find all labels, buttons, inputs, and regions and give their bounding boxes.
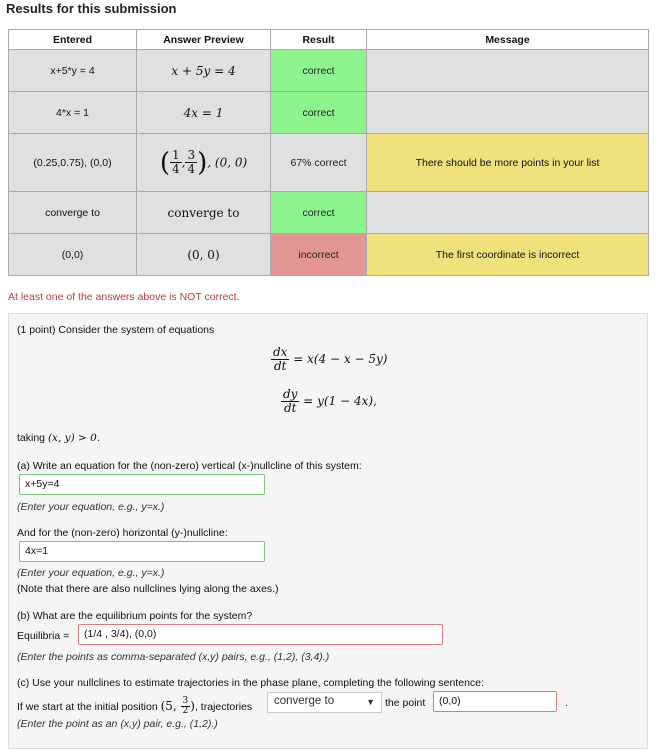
part-b-hint: (Enter the points as comma-separated (x,y) pairs, e.g., (1,2), (3,4).) xyxy=(17,651,330,663)
problem-intro: (1 point) Consider the system of equations xyxy=(17,324,215,336)
preview-cell: converge to xyxy=(137,192,271,234)
table-row xyxy=(9,50,649,92)
entered-cell: 4*x = 1 xyxy=(9,92,137,134)
taking-condition: (x, y) > 0. xyxy=(47,432,101,444)
result-cell: 67% correct xyxy=(271,134,367,192)
preview-cell: ( $\frac{1}{4}$ , $\frac{3}{4}$ ), (0, 0) xyxy=(137,134,271,192)
taking-text xyxy=(17,432,100,444)
equilibria-label: Equilibria = xyxy=(17,630,70,642)
equation-dx-rhs: = x(4 − x − 5y) xyxy=(293,352,388,366)
table-row xyxy=(9,134,649,192)
part-c-lead: If we start at the initial position xyxy=(17,701,158,713)
part-c-prompt: (c) Use your nullclines to estimate trajectories in the phase plane, completing the following sentence: xyxy=(17,677,484,689)
part-c-sentence xyxy=(17,697,252,716)
equation-dx: $\frac{dx}{dt}$ = x(4 − x − 5y) xyxy=(273,345,388,373)
warning-text: At least one of the answers above is NOT correct. xyxy=(8,291,240,303)
part-c-after: the point xyxy=(385,697,426,709)
message-cell xyxy=(367,192,649,234)
results-table xyxy=(8,29,649,276)
entered-cell: converge to xyxy=(9,192,137,234)
col-entered: Entered xyxy=(9,30,137,50)
part-a-hint: (Enter your equation, e.g., y=x.) xyxy=(17,501,165,513)
result-cell: correct xyxy=(271,92,367,134)
equation-dy: $\frac{dy}{dt}$ = y(1 − 4x), xyxy=(283,387,377,415)
part-b-prompt: (b) What are the equilibrium points for the system? xyxy=(17,610,253,622)
table-row xyxy=(9,192,649,234)
table-row xyxy=(9,92,649,134)
trajectory-select[interactable] xyxy=(267,692,382,713)
preview-cell: (0, 0) xyxy=(137,234,271,276)
preview-tail: , (0, 0) xyxy=(207,155,248,169)
message-cell: The first coordinate is incorrect xyxy=(367,234,649,276)
problem-panel xyxy=(8,313,648,749)
table-row xyxy=(9,234,649,276)
equation-dy-rhs: = y(1 − 4x), xyxy=(303,394,377,408)
part-a-note: (Note that there are also nullclines lying along the axes.) xyxy=(17,583,279,595)
preview-cell: 4x = 1 xyxy=(137,92,271,134)
entered-cell: x+5*y = 4 xyxy=(9,50,137,92)
part-a-prompt: (a) Write an equation for the (non-zero) vertical (x-)nullcline of this system: xyxy=(17,460,362,472)
horizontal-nullcline-input[interactable]: 4x=1 xyxy=(19,541,265,562)
message-cell xyxy=(367,92,649,134)
taking-label: taking xyxy=(17,432,46,444)
initial-position: (5, $\frac{3}{2}$ ) xyxy=(160,696,195,716)
entered-cell: (0,0) xyxy=(9,234,137,276)
message-cell xyxy=(367,50,649,92)
part-a-hint2: (Enter your equation, e.g., y=x.) xyxy=(17,567,165,579)
part-c-end: . xyxy=(565,697,568,709)
col-answer-preview: Answer Preview xyxy=(137,30,271,50)
part-a-prompt2: And for the (non-zero) horizontal (y-)nullcline: xyxy=(17,527,228,539)
equilibria-input[interactable]: (1/4 , 3/4), (0,0) xyxy=(78,624,443,645)
chevron-down-icon: ▼ xyxy=(366,697,375,707)
part-c-hint: (Enter the point as an (x,y) pair, e.g., (1,2).) xyxy=(17,718,218,730)
col-message: Message xyxy=(367,30,649,50)
vertical-nullcline-input[interactable]: x+5y=4 xyxy=(19,474,265,495)
trajectory-select-value: converge to xyxy=(274,695,335,707)
result-cell: incorrect xyxy=(271,234,367,276)
message-cell: There should be more points in your list xyxy=(367,134,649,192)
entered-cell: (0.25,0.75), (0,0) xyxy=(9,134,137,192)
preview-cell: x + 5y = 4 xyxy=(137,50,271,92)
result-cell: correct xyxy=(271,50,367,92)
result-cell: correct xyxy=(271,192,367,234)
col-result: Result xyxy=(271,30,367,50)
point-input[interactable]: (0,0) xyxy=(433,691,557,712)
part-c-mid: , trajectories xyxy=(194,701,253,713)
results-title: Results for this submission xyxy=(6,1,177,16)
table-header-row xyxy=(9,30,649,50)
